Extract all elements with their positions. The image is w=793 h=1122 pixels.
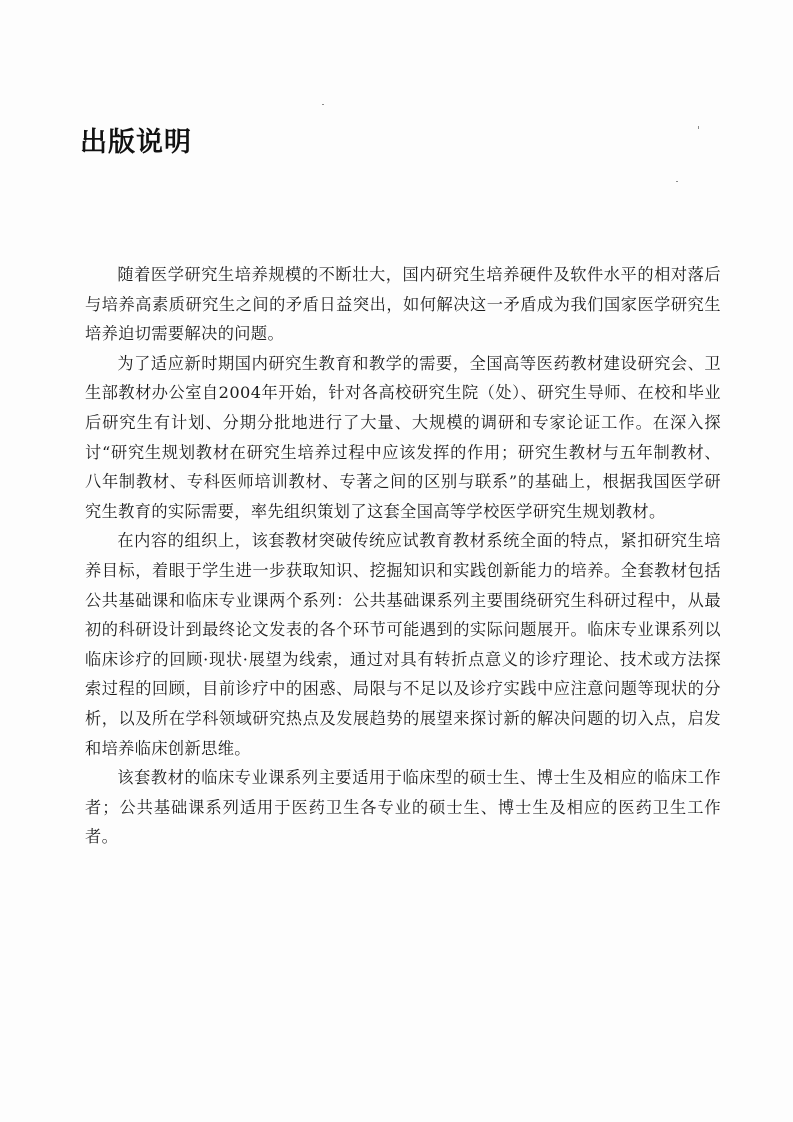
page-title: 出版说明 xyxy=(80,127,192,158)
scan-speck xyxy=(322,104,324,105)
paragraph: 为了适应新时期国内研究生教育和教学的需要，全国高等医药教材建设研究会、卫生部教材办公室自2004年开始，针对各高校研究生院（处）、研究生导师、在校和毕业后研究生有计划、分期分批地进行了大量、大规模的调研和专家论证工作。在深入探讨“研究生规划教材在研究生培养过程中应该发挥的作用；研究生教材与五年制教材、八年制教材、专科医师培训教材、专著之间的区别与联系”的基础上，根据我国医学研究生教育的实际需要，率先组织策划了这套全国高等学校医学研究生规划教材。 xyxy=(85,353,721,521)
paragraph: 在内容的组织上，该套教材突破传统应试教育教材系统全面的特点，紧扣研究生培养目标，着眼于学生进一步获取知识、挖掘知识和实践创新能力的培养。全套教材包括公共基础课和临床专业课两个系列：公共基础课系列主要围绕研究生科研过程中，从最初的科研设计到最终论文发表的各个环节可能遇到的实际问题展开。临床专业课系列以临床诊疗的回顾·现状·展望为线索，通过对具有转折点意义的诊疗理论、技术或方法探索过程的回顾，目前诊疗中的困惑、局限与不足以及诊疗实践中应注意问题等现状的分析，以及所在学科领域研究热点及发展趋势的展望来探讨新的解决问题的切入点，启发和培养临床创新思维。 xyxy=(85,531,721,758)
scan-speck xyxy=(698,126,699,129)
paragraph: 该套教材的临床专业课系列主要适用于临床型的硕士生、博士生及相应的临床工作者；公共基础课系列适用于医药卫生各专业的硕士生、博士生及相应的医药卫生工作者。 xyxy=(85,768,721,847)
document-body xyxy=(85,260,721,852)
scan-speck xyxy=(676,181,678,182)
paragraph: 随着医学研究生培养规模的不断壮大，国内研究生培养硬件及软件水平的相对落后与培养高素质研究生之间的矛盾日益突出，如何解决这一矛盾成为我们国家医学研究生培养迫切需要解决的问题。 xyxy=(85,265,721,344)
